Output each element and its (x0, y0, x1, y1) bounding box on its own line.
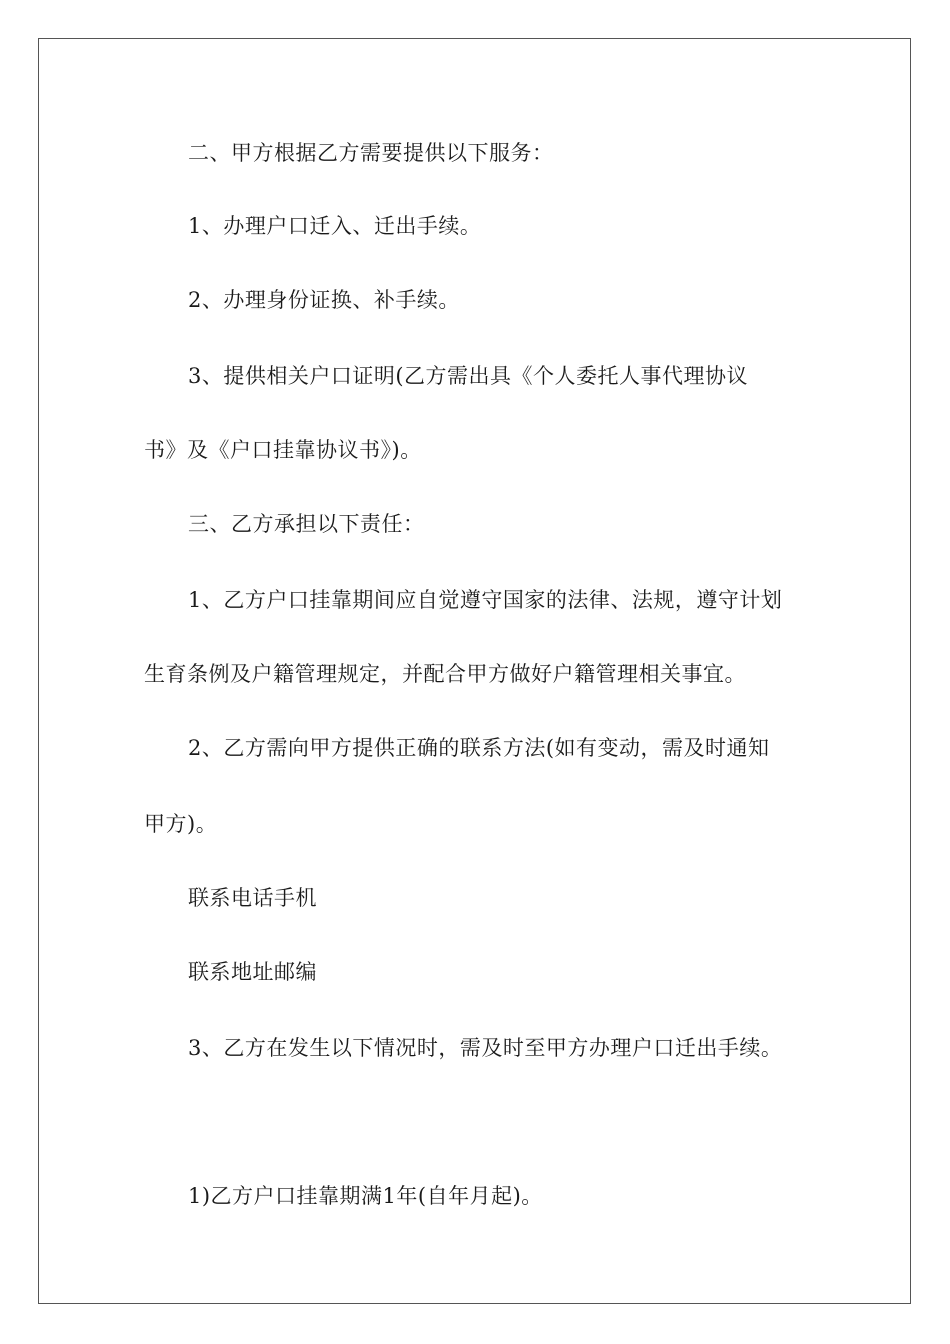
duty-item-2-line1: 2、乙方需向甲方提供正确的联系方法(如有变动，需及时通知 (188, 736, 770, 760)
duty-item-1-line1: 1、乙方户口挂靠期间应自觉遵守国家的法律、法规，遵守计划 (188, 588, 783, 612)
service-item-3-line2: 书》及《户口挂靠协议书》)。 (144, 438, 422, 462)
contact-phone-line: 联系电话手机 (188, 886, 317, 910)
duty-item-1-line2: 生育条例及户籍管理规定，并配合甲方做好户籍管理相关事宜。 (144, 662, 746, 686)
duty-item-3-sub-1: 1)乙方户口挂靠期满1年(自年月起)。 (188, 1184, 543, 1208)
section-three-heading: 三、乙方承担以下责任： (188, 512, 425, 536)
service-item-2: 2、办理身份证换、补手续。 (188, 288, 460, 312)
contact-address-line: 联系地址邮编 (188, 960, 317, 984)
section-two-heading: 二、甲方根据乙方需要提供以下服务： (188, 141, 554, 165)
service-item-1: 1、办理户口迁入、迁出手续。 (188, 214, 482, 238)
duty-item-3: 3、乙方在发生以下情况时，需及时至甲方办理户口迁出手续。 (188, 1036, 783, 1060)
duty-item-2-line2: 甲方)。 (144, 812, 218, 836)
service-item-3-line1: 3、提供相关户口证明(乙方需出具《个人委托人事代理协议 (188, 364, 749, 388)
